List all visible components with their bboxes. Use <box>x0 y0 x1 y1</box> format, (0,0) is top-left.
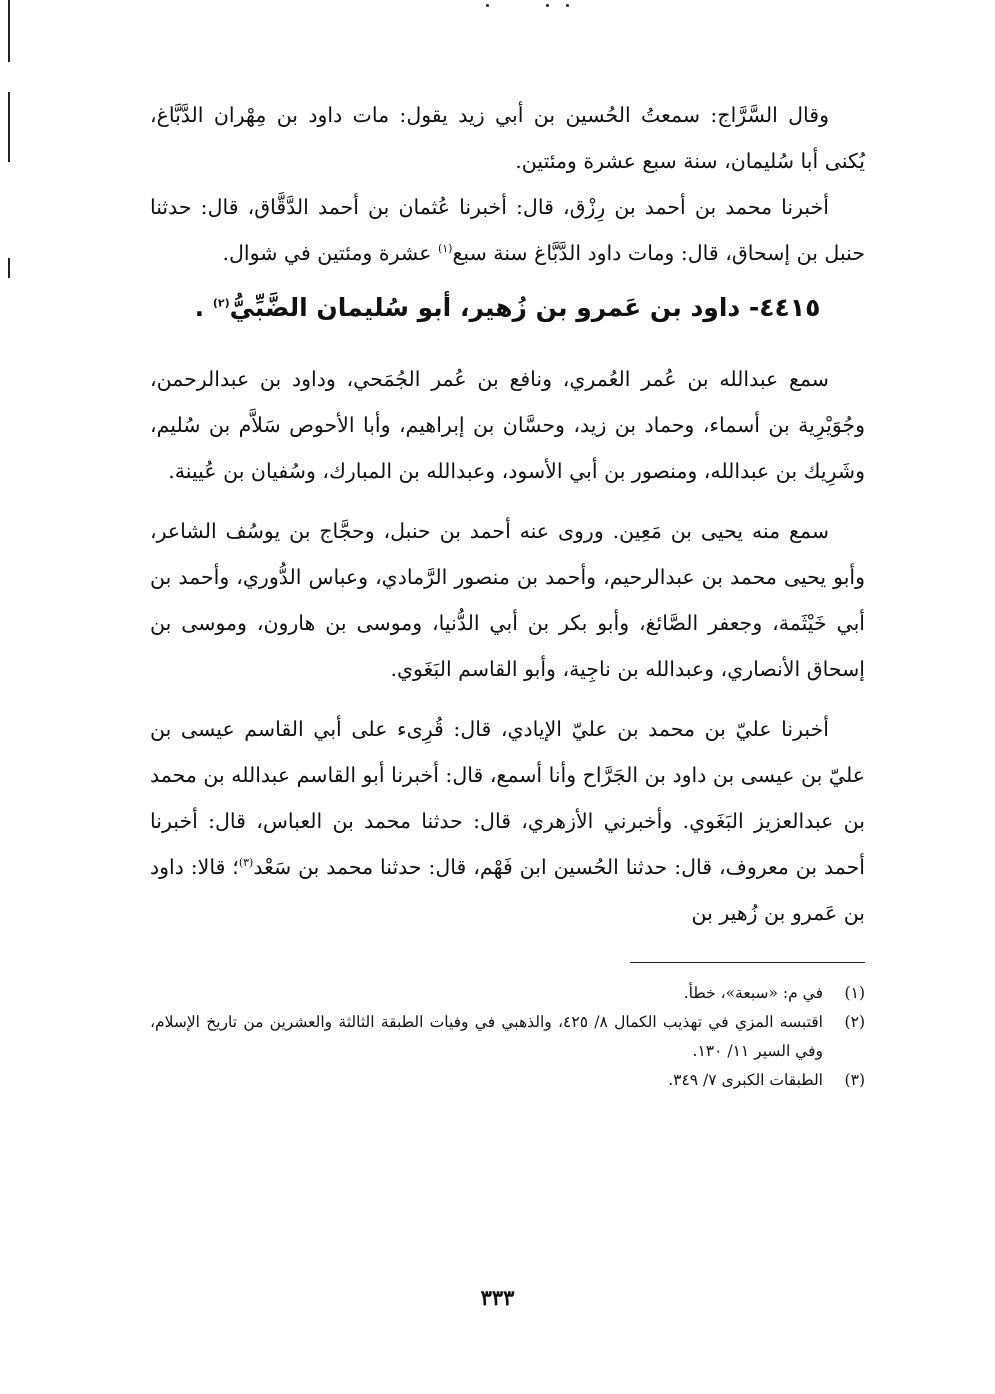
footnote-text: اقتبسه المزي في تهذيب الكمال ٨/ ٤٢٥، والذهبي في وفيات الطبقة الثالثة والعشرين من تاريخ الإسلام، وفي السير ١١/ ١٣٠. <box>150 1013 823 1060</box>
footnote-separator <box>630 962 865 963</box>
footnote-ref-2: (٢) <box>212 296 230 310</box>
paragraph-text: ؛ قالا: داود بن عَمرو بن زُهير بن <box>150 855 865 925</box>
footnote-3 <box>150 1066 865 1095</box>
scan-edge-line-middle <box>8 92 10 162</box>
paragraph-text: أخبرنا محمد بن أحمد بن رِزْق، قال: أخبرنا عُثمان بن أحمد الدَّقَّاق، قال: حدثنا حنبل بن إسحاق، قال: ومات داود الدَّبَّاغ سنة سبع <box>150 195 865 265</box>
entry-heading-tail: . <box>194 293 213 322</box>
paragraph-text: وقال السَّرَّاج: سمعتُ الحُسين بن أبي زيد يقول: مات داود بن مِهْران الدَّبَّاغ، يُكنى أبا سُليمان، سنة سبع عشرة ومئتين. <box>150 103 865 173</box>
footnotes <box>150 979 865 1095</box>
footnote-number: (٣) <box>844 1071 865 1089</box>
paragraph-text: سمع عبدالله بن عُمر العُمري، ونافع بن عُمر الجُمَحي، وداود بن عبدالرحمن، وجُوَيْرِية بن أسماء، وحماد بن زيد، وحسَّان بن إبراهيم، وأبا الأحوص سَلاَّم بن سُليم، وشَرِيك بن عبدالله، ومنصور بن أبي الأسود، وعبدالله بن المبارك، وسُفيان بن عُيينة. <box>150 367 865 483</box>
page-number: ٣٣٣ <box>480 1285 515 1310</box>
paragraph-text: عشرة ومئتين في شوال. <box>222 241 438 265</box>
scan-edge-line-lower <box>8 258 10 278</box>
footnote-text: الطبقات الكبرى ٧/ ٣٤٩. <box>668 1071 823 1089</box>
footnote-text: في م: «سبعة»، خطأ. <box>683 984 823 1002</box>
footnote-number: (١) <box>844 984 865 1002</box>
paragraph-death-report <box>150 92 865 184</box>
paragraph-text: سمع منه يحيى بن مَعِين. وروى عنه أحمد بن حنبل، وحجَّاج بن يوسُف الشاعر، وأبو يحيى محمد بن عبدالرحيم، وأحمد بن منصور الرَّمادي، وعباس الدُّوري، وأحمد بن أبي خَيْثَمة، وجعفر الصَّائغ، وأبو بكر بن أبي الدُّنيا، وموسى بن هارون، وموسى بن إسحاق الأنصاري، وعبدالله بن ناجِية، وأبو القاسم البَغَوي. <box>150 519 865 681</box>
footnote-number: (٢) <box>844 1013 865 1031</box>
footnote-ref-1: (١) <box>437 242 453 256</box>
scan-edge-line-top <box>8 0 10 62</box>
footnote-2 <box>150 1008 865 1066</box>
book-page <box>150 92 865 1095</box>
scan-dot <box>546 4 549 7</box>
scan-dot <box>566 4 569 7</box>
scan-dot <box>486 4 489 7</box>
entry-heading-text: ٤٤١٥- داود بن عَمرو بن زُهير، أبو سُليمان الضَّبِّيُّ <box>229 293 821 322</box>
paragraph-isnad <box>150 706 865 936</box>
entry-heading <box>150 288 865 328</box>
paragraph-text: أخبرنا عليّ بن محمد بن عليّ الإيادي، قال: قُرِىء على أبي القاسم عيسى بن عليّ بن عيسى بن داود بن الجَرَّاح وأنا أسمع، قال: أخبرنا أبو القاسم عبدالله بن محمد بن عبدالعزيز البَغَوي. وأخبرني الأزهري، قال: حدثنا محمد بن العباس، قال: أخبرنا أحمد بن معروف، قال: حدثنا الحُسين ابن فَهْم، قال: حدثنا محمد بن سَعْد <box>150 717 865 879</box>
paragraph-teachers <box>150 356 865 494</box>
paragraph-students <box>150 508 865 692</box>
footnote-1 <box>150 979 865 1008</box>
footnote-ref-3: (٣) <box>238 856 254 870</box>
paragraph-hanbal-report <box>150 184 865 276</box>
